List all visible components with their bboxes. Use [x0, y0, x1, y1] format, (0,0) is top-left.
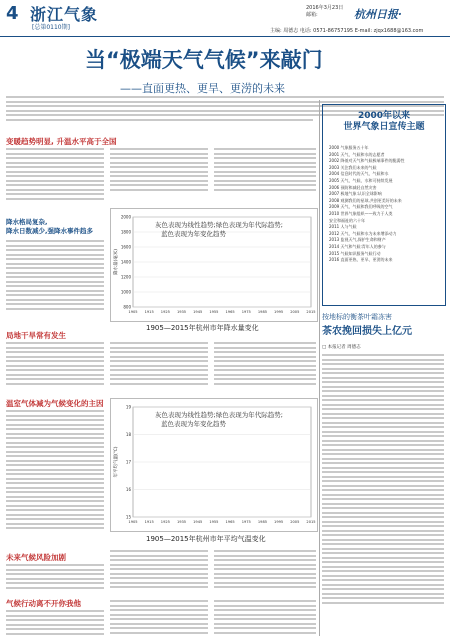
wmo-theme-item: 2012 天气、气候和水为未来增添动力 — [329, 230, 397, 236]
text-column — [110, 600, 208, 638]
text-column — [6, 564, 104, 594]
chart-caption: 1905—2015年杭州市年降水量变化 — [146, 324, 259, 332]
y-tick-label: 19 — [125, 404, 131, 410]
wmo-theme-item: 2016 直面更热、更旱、更涝的未来 — [329, 257, 393, 263]
wmo-theme-item: 2006 预防和减轻自然灾害 — [329, 184, 377, 190]
y-tick-label: 1400 — [120, 259, 131, 265]
temperature-chart-svg — [111, 399, 317, 531]
issue-number: [总第0110期] — [32, 24, 70, 31]
side-article-byline: □ 本报记者 周德志 — [322, 345, 361, 350]
wmo-theme-item: 2008 观测我们的星球,共创更美好的未来 — [329, 197, 402, 203]
wmo-theme-item: 2011 人与气候 — [329, 224, 357, 230]
wmo-theme-item: 2014 天气和气候:青年人的参与 — [329, 243, 386, 249]
masthead — [0, 0, 450, 37]
side-article-kicker: 按地标的衡茶叶霜冻害 — [322, 313, 392, 321]
y-tick-label: 1000 — [120, 289, 131, 295]
text-column — [6, 342, 104, 394]
y-tick-label: 1200 — [120, 274, 131, 280]
side-article-headline: 茶农挽回损失上亿元 — [322, 326, 412, 337]
x-tick-label: 1955 — [209, 310, 219, 314]
wmo-theme-item: 安全和福祉的六十年 — [329, 217, 365, 223]
y-tick-label: 2000 — [120, 214, 131, 220]
y-tick-label: 1800 — [120, 229, 131, 235]
section-heading-warming: 变暖趋势明显, 升温水平高于全国 — [6, 137, 117, 146]
x-tick-label: 1925 — [160, 310, 170, 314]
text-column — [214, 600, 316, 638]
temperature-chart — [110, 398, 318, 532]
dateline: 2016年3月23日 邮箱: — [306, 5, 344, 18]
wmo-theme-item: 2013 监视天气,保护生命和财产 — [329, 237, 386, 243]
wmo-theme-item: 2001 天气、气候和水的志愿者 — [329, 151, 385, 157]
text-column — [110, 342, 208, 394]
text-column — [110, 148, 208, 204]
section-heading-action: 气候行动离不开你我他 — [6, 599, 81, 608]
x-tick-label: 2005 — [290, 520, 300, 524]
wmo-theme-item: 2007 极地气象:认识全球影响 — [329, 191, 382, 197]
x-tick-label: 2015 — [306, 520, 316, 524]
x-tick-label: 1975 — [241, 520, 251, 524]
text-column — [6, 410, 104, 546]
page-number: 4 — [6, 3, 19, 24]
chart-caption: 1905—2015年杭州市年平均气温变化 — [146, 535, 266, 543]
text-column — [214, 148, 316, 204]
y-axis-label: 年平均气温(℃) — [114, 446, 119, 478]
x-tick-label: 1975 — [241, 310, 251, 314]
column-divider — [319, 100, 320, 636]
section-heading-risk: 未来气候风险加剧 — [6, 553, 66, 562]
x-tick-label: 1935 — [176, 310, 187, 314]
section-heading-drought: 局地干旱常有发生 — [6, 331, 66, 340]
x-tick-label: 1965 — [225, 520, 235, 524]
y-axis-label: 降水量(毫米) — [114, 248, 119, 276]
text-column — [214, 342, 316, 394]
text-column — [214, 550, 316, 594]
wmo-theme-item: 2003 关注我们未来的气候 — [329, 164, 377, 170]
x-tick-label: 1955 — [209, 520, 219, 524]
x-tick-label: 1985 — [257, 520, 268, 524]
x-tick-label: 1905 — [128, 310, 138, 314]
wmo-themes-list — [329, 145, 441, 264]
contact-info: 主编: 周德志 电话: 0571-86757195 E-mail: zjqx1688@163.com — [270, 28, 424, 34]
y-tick-label: 15 — [125, 514, 131, 520]
text-column — [6, 240, 104, 320]
newspaper-logo: 杭州日报· — [354, 8, 402, 21]
x-tick-label: 1995 — [274, 520, 284, 524]
side-article-text — [322, 354, 444, 636]
legend-text: 灰色表现为线性趋势;绿色表现为年代际趋势; — [155, 221, 283, 229]
legend-text: 蓝色表现为年变化趋势 — [161, 230, 226, 238]
wmo-theme-item: 2005 天气、气候、水和可持续发展 — [329, 177, 393, 183]
x-tick-label: 1965 — [225, 310, 235, 314]
section-heading-greenhouse: 温室气体减为气候变化的主因 — [6, 399, 104, 408]
x-tick-label: 1905 — [128, 520, 138, 524]
wmo-theme-item: 2015 气候知识服务气候行动 — [329, 250, 381, 256]
x-tick-label: 1945 — [193, 310, 203, 314]
wmo-themes-title: 2000年以来 世界气象日宣传主题 — [343, 111, 425, 132]
x-tick-label: 2005 — [290, 310, 300, 314]
wmo-theme-item: 2002 降低对天气和气候极端事件的脆弱性 — [329, 158, 405, 164]
x-tick-label: 1945 — [193, 520, 203, 524]
y-tick-label: 16 — [125, 487, 131, 492]
y-tick-label: 1600 — [120, 244, 131, 250]
page-subheadline: ——直面更热、更旱、更涝的未来 — [120, 82, 285, 95]
wmo-theme-item: 2010 世界气象组织——致力于人类 — [329, 210, 393, 216]
y-tick-label: 17 — [125, 459, 131, 465]
subheading-precipitation: 降水格局复杂, 降水日数减少,强降水事件趋多 — [6, 218, 93, 235]
wmo-theme-item: 2004 信息时代的天气、气候和水 — [329, 171, 389, 177]
legend-text: 蓝色表现为年变化趋势 — [161, 420, 226, 428]
page-headline: 当“极端天气气候”来敲门 — [85, 48, 323, 72]
text-column — [110, 550, 208, 594]
x-tick-label: 1985 — [257, 310, 268, 314]
precipitation-chart-svg — [111, 209, 317, 321]
wmo-theme-item: 2009 天气、气候和我们呼吸的空气 — [329, 204, 393, 210]
precipitation-chart — [110, 208, 318, 322]
x-tick-label: 2015 — [306, 310, 316, 314]
y-tick-label: 18 — [125, 432, 131, 437]
x-tick-label: 1915 — [144, 310, 154, 314]
wmo-theme-item: 2000 气象服务五十年 — [329, 145, 369, 150]
page-name: 浙江气象 — [30, 5, 99, 24]
x-tick-label: 1915 — [144, 520, 154, 524]
x-tick-label: 1925 — [160, 520, 170, 524]
x-tick-label: 1995 — [274, 310, 284, 314]
x-tick-label: 1935 — [176, 520, 187, 524]
text-column — [6, 610, 104, 638]
wmo-themes-box — [322, 104, 446, 306]
y-tick-label: 800 — [123, 304, 131, 310]
side-article-header — [322, 312, 444, 337]
text-column — [6, 148, 104, 212]
legend-text: 灰色表现为线性趋势;绿色表现为年代际趋势; — [155, 411, 283, 419]
